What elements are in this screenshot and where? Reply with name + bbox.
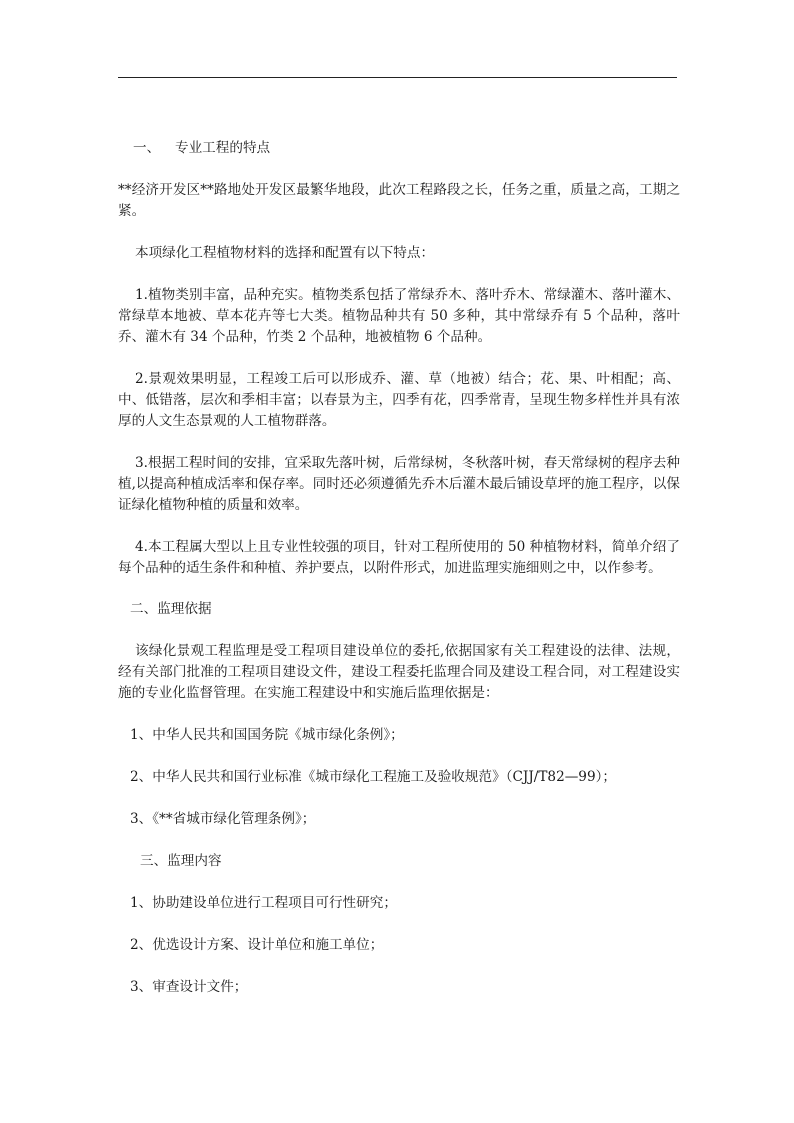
content-item-3: 3、审查设计文件； bbox=[130, 979, 248, 995]
header-rule bbox=[118, 77, 677, 78]
paragraph-feature-4: 4.本工程属大型以上且专业性较强的项目，针对工程所使用的 50 种植物材料，简单介绍了每个品种的适生条件和种植、养护要点，以附件形式，加进监理实施细则之中，以作参考。 bbox=[118, 539, 680, 576]
section-1-heading bbox=[118, 138, 680, 159]
basis-item-1: 1、中华人民共和国国务院《城市绿化条例》； bbox=[130, 727, 404, 743]
content-item-1: 1、协助建设单位进行工程项目可行性研究； bbox=[130, 895, 397, 911]
paragraph-feature-3: 3.根据工程时间的安排，宜采取先落叶树，后常绿树，冬秋落叶树，春天常绿树的程序去种植,以提高种植成活率和保存率。同时还必须遵循先乔木后灌木最后铺设草坪的施工程序，以保证绿化植物种植的质量和效率。 bbox=[118, 455, 680, 513]
section-1-number: 一、 bbox=[133, 140, 161, 156]
section-1-title: 专业工程的特点 bbox=[175, 140, 271, 156]
basis-item-3: 3、《**省城市绿化管理条例》； bbox=[130, 811, 316, 827]
basis-item-2: 2、中华人民共和国行业标准《城市绿化工程施工及验收规范》（CJJ/T82—99）； bbox=[130, 769, 616, 785]
paragraph-project-location: **经济开发区**路地处开发区最繁华地段，此次工程路段之长，任务之重，质量之高，工期之紧。 bbox=[118, 182, 680, 219]
section-2-heading: 二、监理依据 bbox=[130, 601, 212, 617]
paragraph-material-intro: 本项绿化工程植物材料的选择和配置有以下特点： bbox=[135, 245, 435, 261]
paragraph-feature-1: 1.植物类别丰富，品种充实。植物类系包括了常绿乔木、落叶乔木、常绿灌木、落叶灌木、常绿草本地被、草本花卉等七大类。植物品种共有 50 多种，其中常绿乔有 5 个品种，落叶乔、灌木有 34 个品种，竹类 2 个品种，地被植物 6 个品种。 bbox=[118, 287, 680, 345]
section-3-heading: 三、监理内容 bbox=[140, 853, 222, 869]
document-body bbox=[118, 138, 680, 1019]
content-item-2: 2、优选设计方案、设计单位和施工单位； bbox=[130, 937, 384, 953]
paragraph-feature-2: 2.景观效果明显，工程竣工后可以形成乔、灌、草（地被）结合；花、果、叶相配；高、中、低错落，层次和季相丰富；以春景为主，四季有花，四季常青，呈现生物多样性并具有浓厚的人文生态景观的人工植物群落。 bbox=[118, 371, 680, 429]
section-2-intro: 该绿化景观工程监理是受工程项目建设单位的委托,依据国家有关工程建设的法律、法规，经有关部门批准的工程项目建设文件，建设工程委托监理合同及建设工程合同，对工程建设实施的专业化监督管理。在实施工程建设中和实施后监理依据是： bbox=[118, 643, 680, 701]
